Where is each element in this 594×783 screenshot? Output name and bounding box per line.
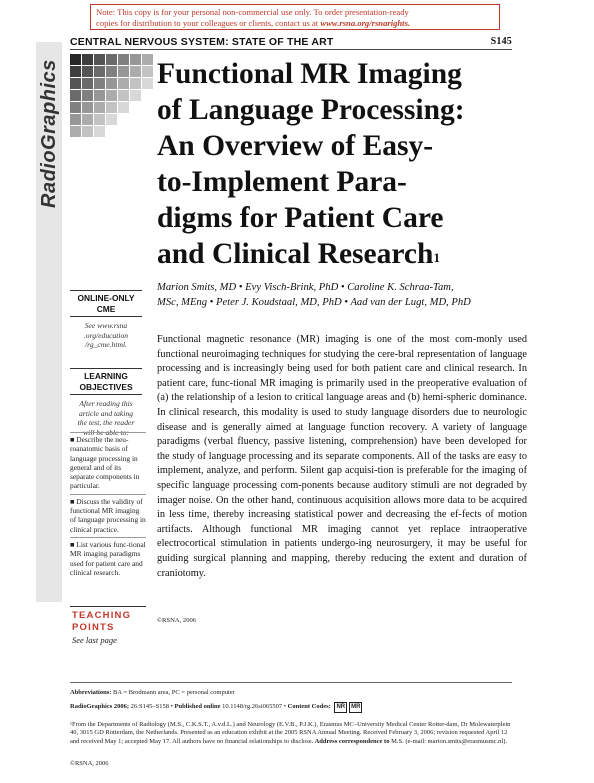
section-title: CENTRAL NERVOUS SYSTEM: STATE OF THE ART [70,36,334,48]
content-code-badge: MR [349,702,362,713]
objectives-box [70,368,142,437]
gradient-square [70,102,81,113]
cme-link[interactable]: See www.rsna .org/education /rg_cme.html. [83,321,129,349]
title-footnote-mark: 1 [433,250,440,265]
gradient-square [130,66,141,77]
correspondence-email[interactable]: M.S. (e-mail: marion.smits@erasmusmc.nl). [389,737,508,745]
author-list [157,280,527,310]
teaching-points-link[interactable]: See last page [72,635,117,645]
gradient-square [70,114,81,125]
title-line: of Language Processing: [157,94,465,126]
footer-copyright: ©RSNA, 2006 [70,760,109,767]
affiliation-note: ¹From the Departments of Radiology (M.S., C.K.S.T., A.v.d.L.) and Neurology (E.V.B., P.J.K.), Erasmus MC–University Medical Center Rotter-dam, Dr Molewaterplein 40, 3015 GD Rotterdam, the Netherlands. Presented as an education exhibit at the 2005 RSNA Annual Meeting. Received February 3, 2006; revision requested April 12 and received May 1; accepted May 17. All authors have no financial relationships to disclose. Address correspondence to M.S. (e-mail: marion.smits@erasmusmc.nl). [70,721,511,745]
gradient-square [82,102,93,113]
gradient-square [118,90,129,101]
gradient-square [94,114,105,125]
title-line: Functional MR Imaging [157,58,462,90]
abstract-text: Functional magnetic resonance (MR) imaging is one of the most com-monly used functional neuroimaging techniques for studying the cere-bral representation of language processing and is increasingly being used for both patient care and clinical research. In patient care, func-tional MR imaging is primarily used in the preoperative evaluation of (a) the relationship of a lesion to critical language areas and (b) hemi-spheric dominance. In clinical research, this modality is used to study language disorders due to neurologic disease and is generally aimed at language function recovery. A variety of language paradigms (verbal fluency, passive listening, comprehension) have been developed for the study of language processing and its separate components. All of the tasks are easy to implement, analyze, and perform. Silent gap acquisi-tion is preferable for the imaging of specific language processing com-ponents because auditory stimuli are not degraded by imager noise. On the other hand, continuous acquisition allows more data to be acquired in less time, thereby increasing statistical power and decreasing the ef-fects of motion artifacts. Although functional MR imaging cannot yet replace intraoperative electrocortical stimulation in patients undergo-ing neurosurgery, it may be useful for guiding surgical planning and mapping, thereby reducing the extent and duration of craniotomy. [157,334,527,579]
page-number: S145 [490,36,512,47]
gradient-square [130,54,141,65]
objective-item: ■ Describe the neu-roanatomic basis of language processing in general and of its separate components in particular. [70,432,146,494]
gradient-square [106,66,117,77]
gradient-square [94,102,105,113]
citation-line: RadioGraphics 2006; 26:S145–S158 • Published online 10.1148/rg.26si065507 • Content Codes: NR MR [70,702,512,713]
header-rule [70,49,512,50]
notice-line-2: copies for distribution to your colleagues or clients, contact us at www.rsna.org/rsnarights. [96,18,411,28]
footer-rule [70,682,512,683]
cme-box [70,290,142,350]
gradient-square [94,90,105,101]
gradient-square [106,54,117,65]
gradient-square [130,90,141,101]
gradient-square [106,90,117,101]
gradient-square [106,114,117,125]
gradient-square [118,102,129,113]
title-line: digms for Patient Care [157,202,444,234]
objective-item: ■ List various func-tional MR imaging paradigms used for patient care and clinical research. [70,537,146,580]
objective-item: ■ Discuss the validity of functional MR imaging of language processing in clinical practice. [70,494,146,537]
rights-link[interactable]: www.rsna.org/rsnarights. [320,18,411,28]
gradient-square [70,66,81,77]
gradient-square [82,126,93,137]
gradient-square [70,54,81,65]
gradient-square [94,126,105,137]
section-header [70,36,512,48]
gradient-square [106,102,117,113]
gradient-square [94,78,105,89]
gradient-square [142,78,153,89]
gradient-square [118,66,129,77]
title-line: and Clinical Research$^1$ [157,238,440,270]
authors-line-1: Marion Smits, MD • Evy Visch-Brink, PhD • Caroline K. Schraa-Tam, [157,282,454,293]
journal-brand: RadioGraphics [38,59,60,208]
gradient-square [70,90,81,101]
cme-heading: ONLINE-ONLY CME [70,290,142,317]
objectives-intro: After reading this article and taking the test, the reader will be able to: [77,399,135,437]
gradient-square [82,54,93,65]
gradient-square [94,54,105,65]
gradient-square [118,54,129,65]
notice-line-1: Note: This copy is for your personal non-commercial use only. To order presentation-ready [96,7,409,17]
gradient-square [94,66,105,77]
gradient-square [82,114,93,125]
objectives-list [70,432,146,580]
gradient-square [118,78,129,89]
authors-line-2: MSc, MEng • Peter J. Koudstaal, MD, PhD • Aad van der Lugt, MD, PhD [157,297,471,308]
gradient-square [70,78,81,89]
gradient-square [82,90,93,101]
objectives-heading: LEARNING OBJECTIVES [70,368,142,395]
title-line: An Overview of Easy- [157,130,434,162]
gradient-square [82,78,93,89]
gradient-square [82,66,93,77]
abstract-copyright: ©RSNA, 2006 [157,617,197,624]
gradient-square [142,54,153,65]
teaching-points-heading: TEACHING POINTS [70,606,146,633]
gradient-square [130,78,141,89]
title-line: to-Implement Para- [157,166,407,198]
gradient-square [70,126,81,137]
teaching-points-box [70,606,146,645]
content-code-badge: NR [334,702,347,713]
article-title [157,56,527,272]
abbreviations-note: Abbreviations: BA = Brodmann area, PC = personal computer [70,689,235,696]
gradient-square [142,66,153,77]
gradient-square [106,78,117,89]
copyright-notice [90,4,500,30]
